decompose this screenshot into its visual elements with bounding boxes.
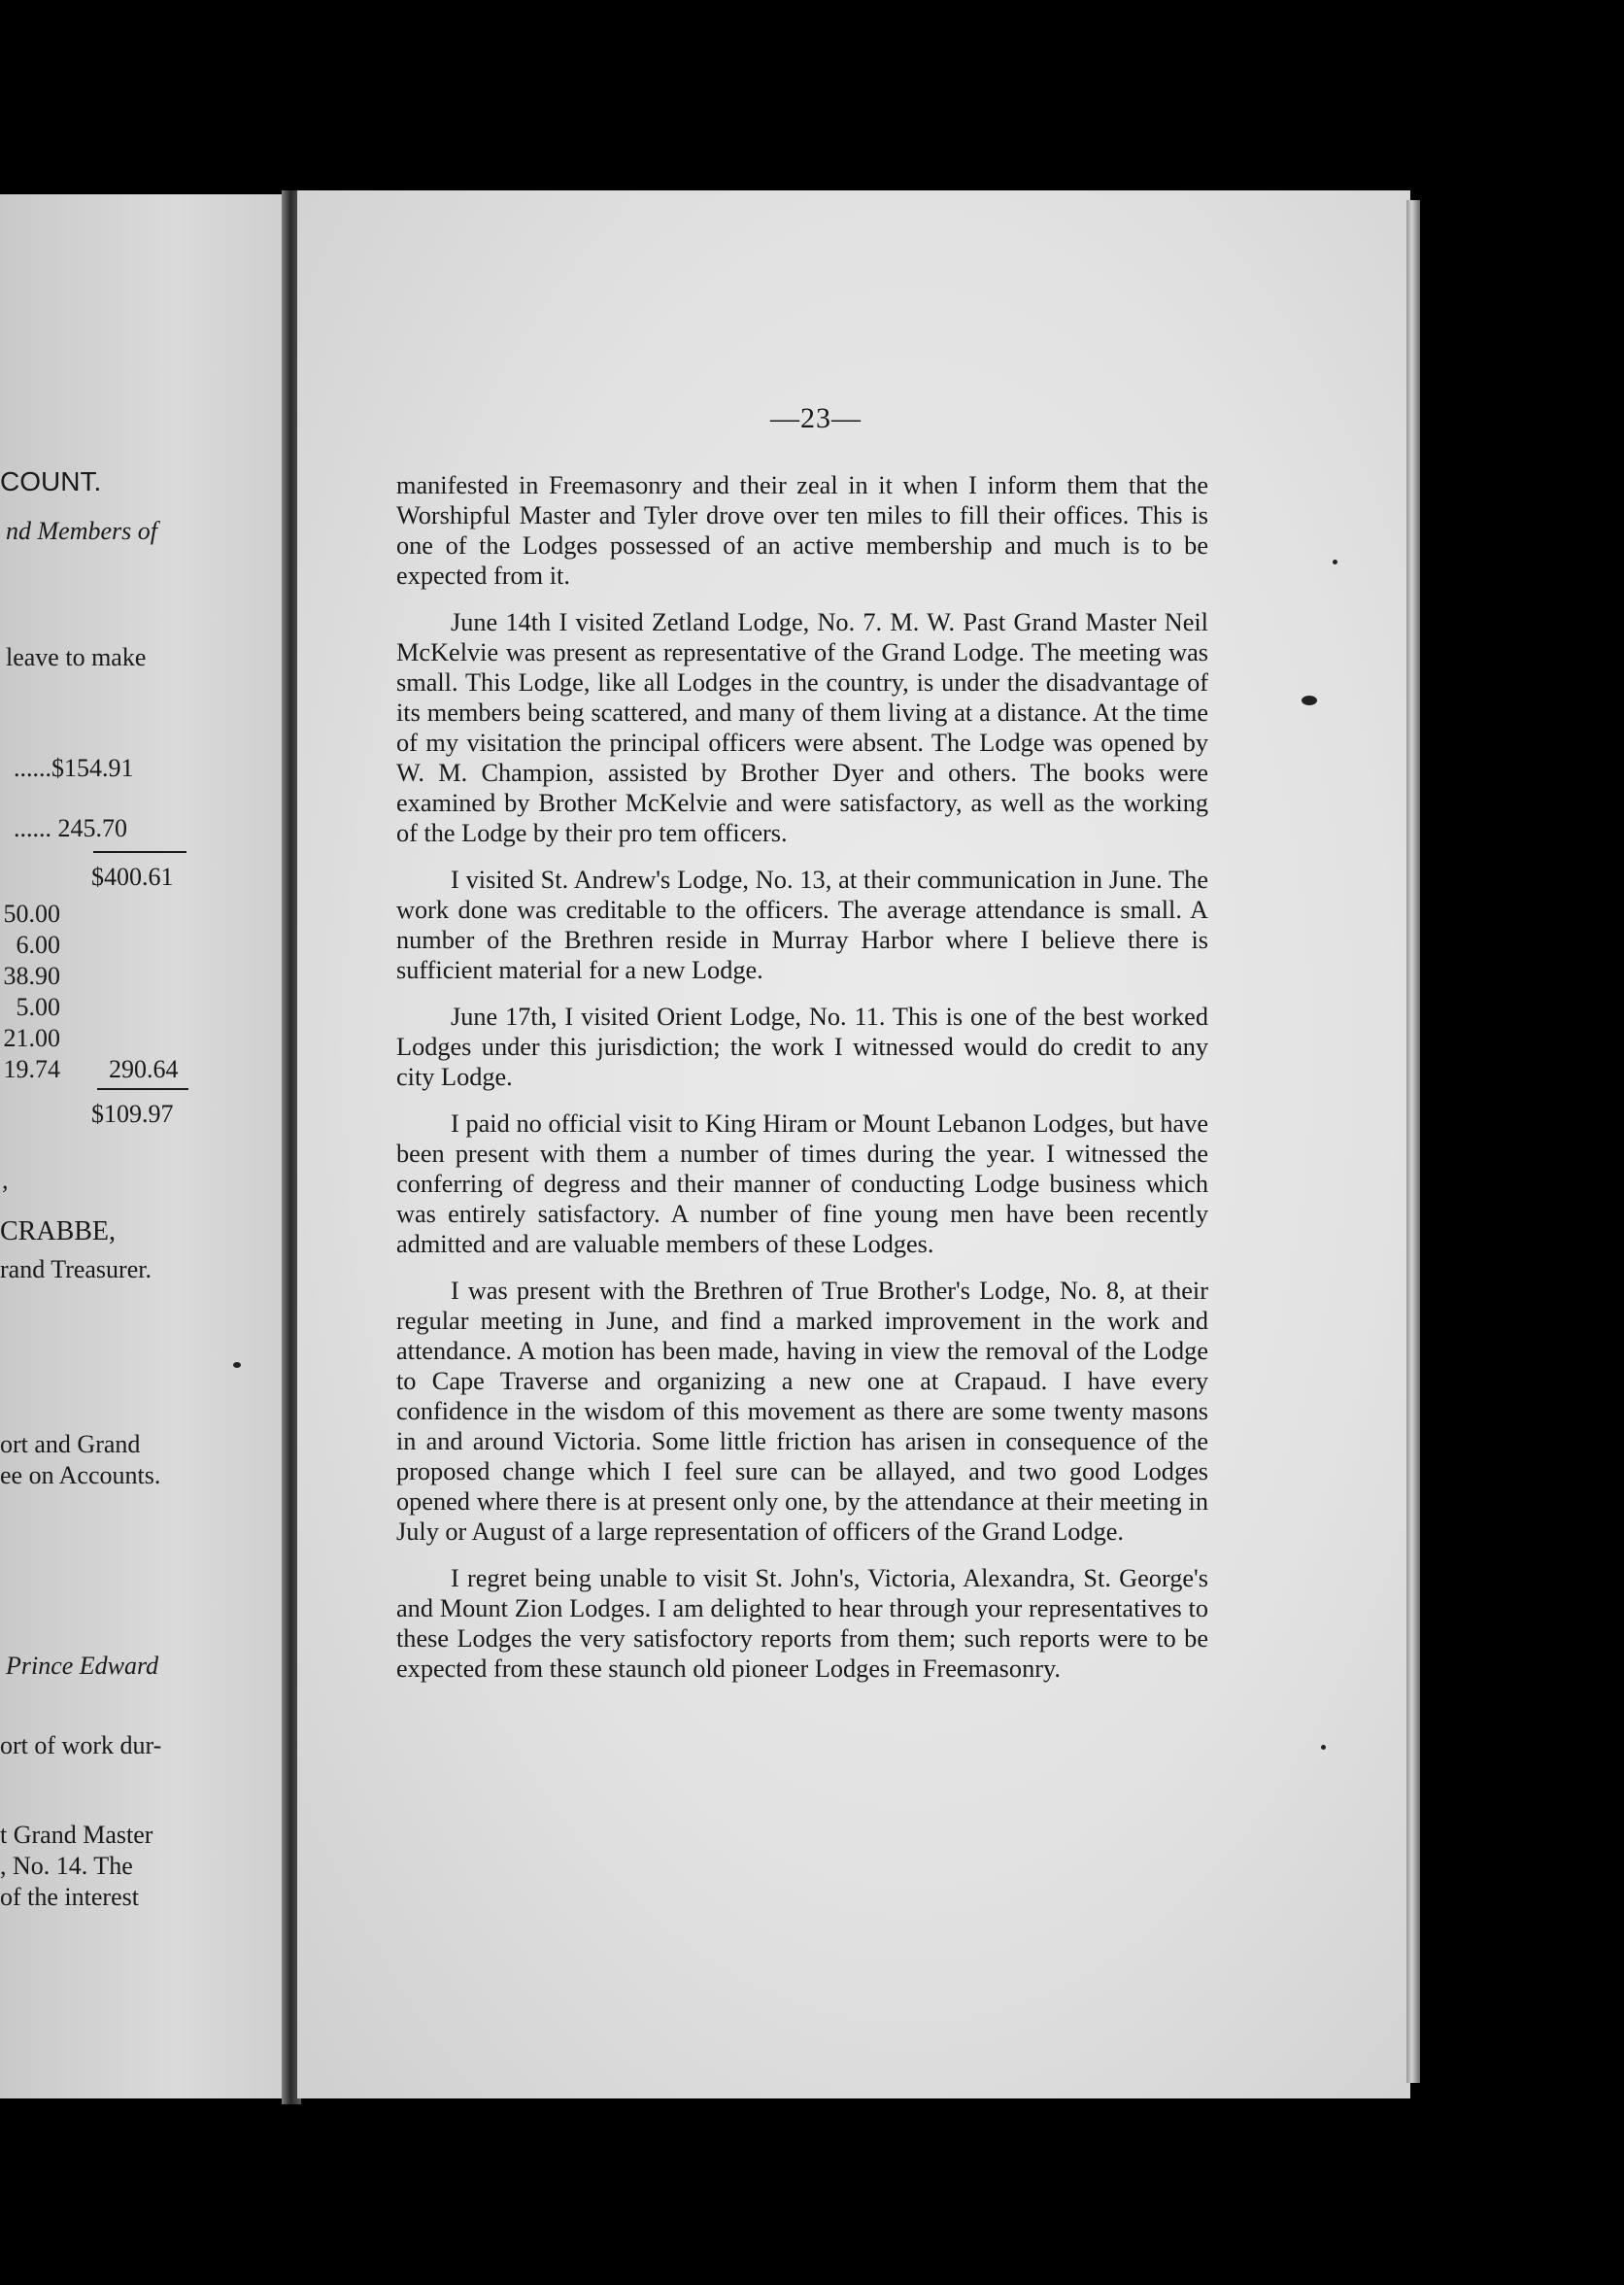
left-rule-1 [93, 851, 186, 853]
left-signatory-title: rand Treasurer. [0, 1255, 152, 1283]
left-expense-5: 21.00 [3, 1024, 60, 1052]
paragraph-5: I paid no official visit to King Hiram or Mount Lebanon Lodges, but have been present with them a number of times during the year. I witnessed the conferring of degress and their manner of conducting Lodge business which was entirely satisfactory. A number of fine young men have been recently admitted and are valuable members of these Lodges. [396, 1109, 1208, 1258]
left-expense-3: 38.90 [3, 962, 60, 990]
left-amount-1: ......$154.91 [14, 754, 134, 782]
left-expense-total: 290.64 [109, 1055, 179, 1083]
left-comma: , [2, 1166, 9, 1194]
left-prince-edward: Prince Edward [6, 1652, 159, 1680]
left-no14: , No. 14. The [0, 1852, 133, 1880]
left-expense-2: 6.00 [16, 931, 60, 959]
page-edge [1406, 200, 1420, 2083]
page-number: —23— [770, 402, 862, 434]
paragraph-2: June 14th I visited Zetland Lodge, No. 7. M. W. Past Grand Master Neil McKelvie was present as representative of the Grand Lodge. The meeting was small. This Lodge, like all Lodges in the country, is under the disadvantage of its members being scattered, and many of them living at a distance. At the time of my visitation the principal officers were absent. The Lodge was opened by W. M. Champion, assisted by Brother Dyer and others. The books were examined by Brother McKelvie and were satisfactory, as well as the working of the Lodge by their pro tem officers. [396, 608, 1208, 847]
left-report-1: ort and Grand [0, 1430, 141, 1458]
left-heading: COUNT. [0, 466, 102, 496]
scan-speck [1321, 1745, 1326, 1750]
paragraph-7: I regret being unable to visit St. John's, Victoria, Alexandra, St. George's and Mount Zion Lodges. I am delighted to hear through your representatives to these Lodges the very satisfoctory reports from them; such reports were to be expected from these staunch old pioneer Lodges in Freemasonry. [396, 1564, 1208, 1683]
body-text [396, 470, 1208, 1700]
left-subheading: nd Members of [6, 517, 157, 545]
left-grand-master: t Grand Master [0, 1821, 153, 1849]
left-expense-1: 50.00 [3, 900, 60, 928]
left-rule-2 [97, 1088, 188, 1090]
left-report-2: ee on Accounts. [0, 1461, 161, 1489]
paragraph-3: I visited St. Andrew's Lodge, No. 13, at their communication in June. The work done was creditable to the officers. The average attendance is small. A number of the Brethren reside in Murray Harbor where I believe there is sufficient material for a new Lodge. [396, 866, 1208, 984]
paragraph-4: June 17th, I visited Orient Lodge, No. 11. This is one of the best worked Lodges under this jurisdiction; the work I witnessed would do credit to any city Lodge. [396, 1003, 1208, 1091]
left-balance: $109.97 [91, 1100, 174, 1128]
left-line-leave: leave to make [6, 643, 147, 671]
left-subtotal: $400.61 [91, 863, 174, 891]
left-interest: of the interest [0, 1883, 139, 1911]
scan-speck [1333, 560, 1337, 564]
left-work: ort of work dur- [0, 1731, 162, 1759]
paragraph-1: manifested in Freemasonry and their zeal in it when I inform them that the Worshipful Master and Tyler drove over ten miles to fill their offices. This is one of the Lodges possessed of an active membership and much is to be expected from it. [396, 471, 1208, 590]
left-expense-6: 19.74 [3, 1055, 60, 1083]
scan-speck [233, 1362, 241, 1368]
left-amount-2: ...... 245.70 [14, 814, 127, 842]
left-page-fragment [0, 194, 291, 2098]
left-signatory-name: CRABBE, [0, 1216, 117, 1246]
left-expense-4: 5.00 [16, 993, 60, 1021]
scan-speck [1302, 696, 1317, 705]
paragraph-6: I was present with the Brethren of True Brother's Lodge, No. 8, at their regular meeting in June, and find a marked improvement in the work and attendance. A motion has been made, having in view the removal of the Lodge to Cape Traverse and organizing a new one at Crapaud. I have every confidence in the wisdom of this movement as there are some twenty masons in and around Victoria. Some little friction has arisen in consequence of the proposed change which I feel sure can be allayed, and two good Lodges opened where there is at present only one, by the attendance at their meeting in July or August of a large representation of officers of the Grand Lodge. [396, 1277, 1208, 1546]
